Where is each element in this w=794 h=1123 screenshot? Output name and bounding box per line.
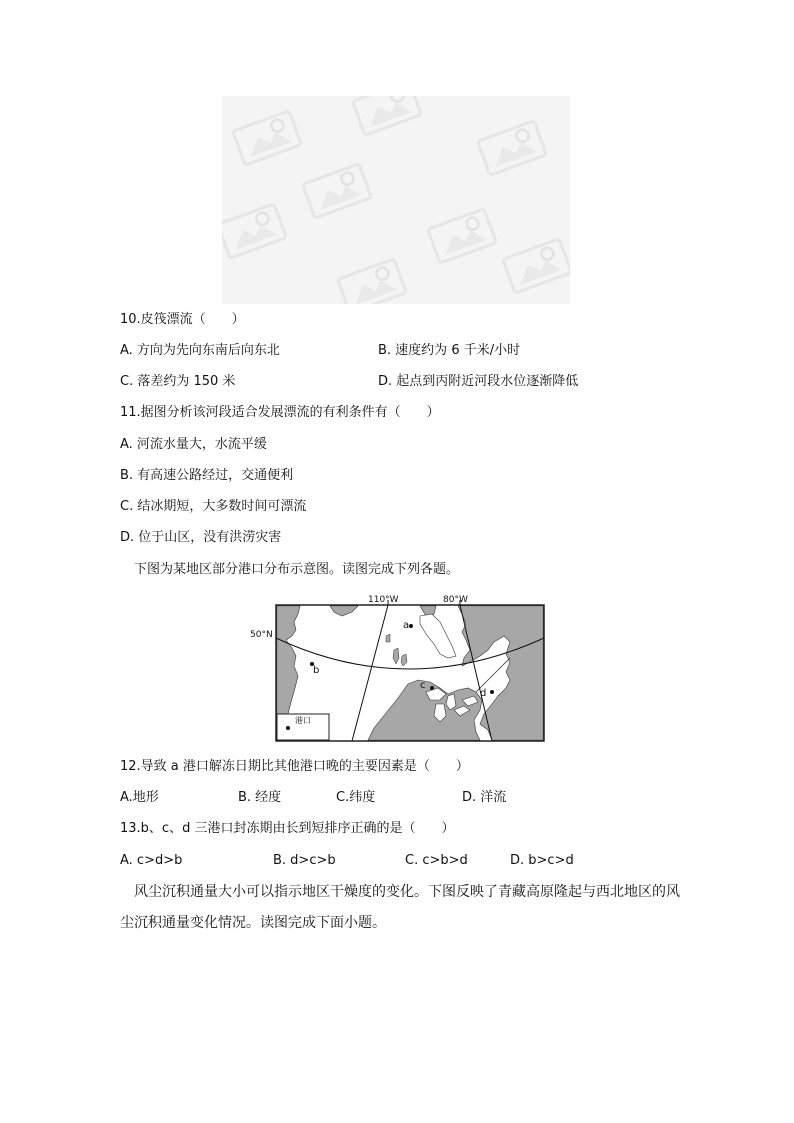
question-11-option-d: D. 位于山区，没有洪涝灾害	[120, 530, 282, 545]
image-placeholder-icon	[222, 96, 570, 304]
port-a-label: a	[403, 620, 410, 631]
question-12-stem: 12.导致 a 港口解冻日期比其他港口晚的主要因素是（ ）	[120, 759, 469, 774]
question-12-option-d: D. 洋流	[462, 790, 507, 805]
dust-intro-line-1: 风尘沉积通量大小可以指示地区干燥度的变化。下图反映了青藏高原隆起与西北地区的风	[134, 884, 680, 900]
question-10-option-b: B. 速度约为 6 千米/小时	[378, 343, 521, 358]
port-c-label: c	[420, 680, 426, 691]
question-11-option-a: A. 河流水量大，水流平缓	[120, 437, 267, 452]
question-12-option-a: A.地形	[120, 790, 159, 805]
question-13-option-a: A. c>d>b	[120, 853, 183, 868]
legend-port-label: 港口	[295, 716, 311, 725]
port-d-dot	[490, 690, 494, 694]
question-13-option-b: B. d>c>b	[273, 853, 336, 868]
question-13-option-d: D. b>c>d	[510, 853, 574, 868]
dust-intro-line-2: 尘沉积通量变化情况。读图完成下面小题。	[120, 915, 386, 931]
port-d-label: d	[480, 688, 487, 699]
legend-port-dot	[286, 726, 290, 730]
label-110w: 110°W	[368, 595, 399, 605]
question-13-stem: 13.b、c、d 三港口封冻期由长到短排序正确的是（ ）	[120, 821, 455, 836]
ports-map	[248, 592, 548, 744]
question-12-option-c: C.纬度	[336, 790, 376, 805]
question-13-option-c: C. c>b>d	[405, 853, 468, 868]
label-80w: 80°W	[443, 595, 468, 605]
image-placeholder	[222, 96, 570, 304]
question-11-stem: 11.据图分析该河段适合发展漂流的有利条件有（ ）	[120, 405, 440, 420]
question-11-option-b: B. 有高速公路经过，交通便利	[120, 468, 294, 483]
label-50n: 50°N	[250, 630, 273, 640]
port-a-dot	[409, 624, 413, 628]
port-c-dot	[430, 686, 434, 690]
question-11-option-c: C. 结冰期短，大多数时间可漂流	[120, 499, 307, 514]
question-10-option-c: C. 落差约为 150 米	[120, 374, 236, 389]
question-10-stem: 10.皮筏漂流（ ）	[120, 312, 245, 327]
port-b-label: b	[313, 665, 320, 676]
ports-map-figure	[248, 592, 548, 744]
question-10-option-a: A. 方向为先向东南后向东北	[120, 343, 280, 358]
ports-intro-text: 下图为某地区部分港口分布示意图。读图完成下列各题。	[134, 562, 460, 577]
question-10-option-d: D. 起点到丙附近河段水位逐渐降低	[378, 374, 579, 389]
question-12-option-b: B. 经度	[238, 790, 282, 805]
